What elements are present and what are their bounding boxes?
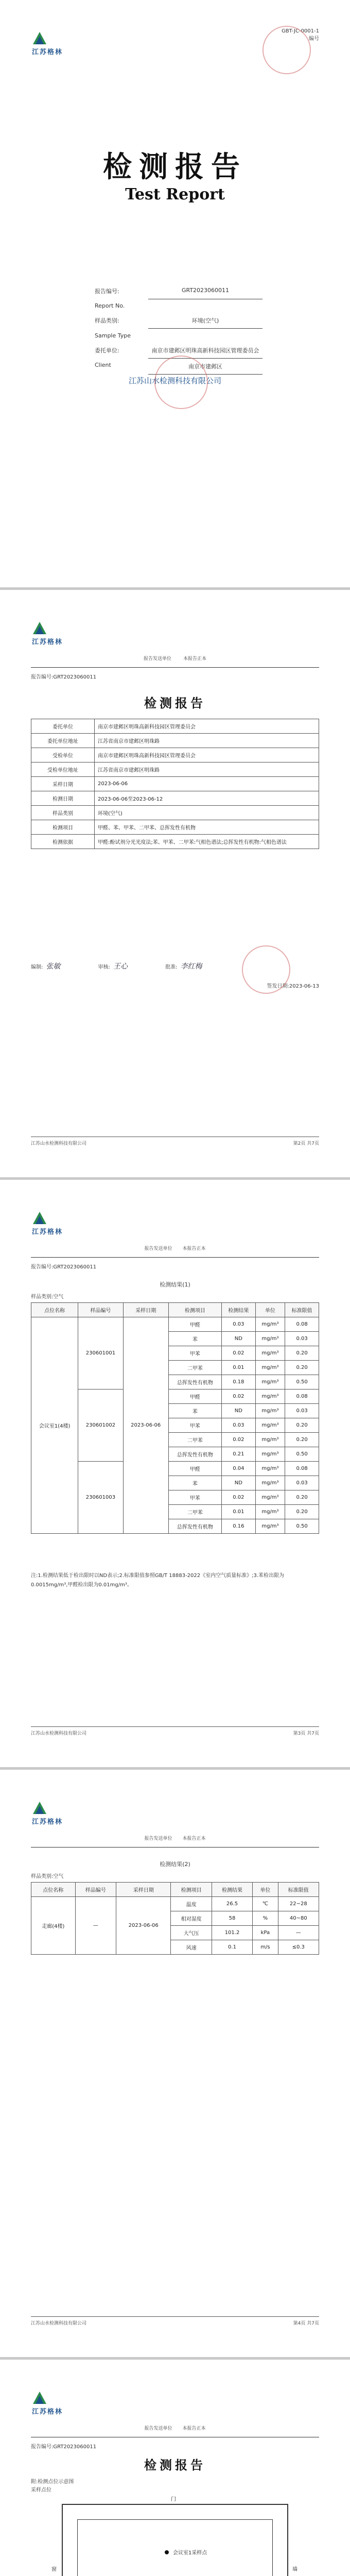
table-row: 相对湿度 58 % 40~80: [31, 1911, 319, 1926]
col-header: 单位: [255, 1303, 285, 1317]
table-row: 总挥发性有机物 0.21 mg/m³ 0.50: [31, 1447, 319, 1462]
seal-stamp-icon: [262, 26, 311, 74]
cover-meta-line1: GBT-JC-0001-1: [282, 28, 319, 34]
editor-signature: 张敏: [46, 962, 61, 971]
seal-stamp-icon: [242, 945, 290, 994]
table-row: 会议室1(4楼) 230601001 2023-06-06 甲醛 0.03 mg/m³ 0.08: [31, 1317, 319, 1332]
diagram-label: 附:检测点位示意图: [31, 2479, 74, 2485]
cover-value: [148, 329, 262, 343]
table-row: 苯 ND mg/m³ 0.03: [31, 1404, 319, 1418]
table-row: 甲苯 0.02 mg/m³ 0.20: [31, 1490, 319, 1505]
col-header: 样品编号: [78, 1303, 123, 1317]
header-rule: [31, 1847, 319, 1848]
row-label: 检测项目: [31, 820, 95, 835]
page-title: 检测报告: [144, 696, 206, 710]
page-head-note: 报告发送单位 本报告正本: [144, 2426, 206, 2431]
row-value: 环境(空气): [95, 806, 319, 820]
logo-text: 江苏格林: [32, 48, 63, 56]
footer-rule: [31, 2316, 319, 2317]
company-logo: [32, 31, 94, 55]
logo-text: 江苏格林: [32, 1228, 63, 1236]
logo-text: 江苏格林: [32, 1818, 63, 1826]
header-rule: [31, 667, 319, 668]
cover-page: [0, 0, 350, 587]
row-value: 江苏省南京市建邺区明珠路: [95, 762, 319, 777]
sample-point-icon: [165, 2550, 169, 2554]
cover-value: 南京市建邺区明珠高新科技园区管理委员会: [148, 343, 262, 359]
cover-label: Sample Type: [95, 332, 131, 339]
report-number: 报告编号:GRT2023060011: [31, 1264, 97, 1270]
logo-mark-icon: [32, 2391, 47, 2405]
row-value: 2023-06-06: [95, 777, 319, 791]
table-row: 走廊(4楼) — 2023-06-06 温度 26.5 ℃ 22~28: [31, 1897, 319, 1911]
report-number: 报告编号:GRT2023060011: [31, 674, 97, 680]
company-logo: [32, 621, 94, 645]
issue-date-row: 签发日期:2023-06-13: [267, 984, 319, 989]
table-row: 总挥发性有机物 0.16 mg/m³ 0.50: [31, 1519, 319, 1534]
col-header: 样品编号: [75, 1883, 116, 1897]
table-row: 230601003 甲醛 0.04 mg/m³ 0.08: [31, 1462, 319, 1476]
diagram-page: [0, 2360, 350, 2576]
page-title: 检测报告: [144, 2458, 206, 2472]
row-label: 受检单位地址: [31, 762, 95, 777]
col-header: 点位名称: [31, 1883, 76, 1897]
company-logo: [32, 2391, 94, 2414]
table-row: 230601002 甲醛 0.02 mg/m³ 0.08: [31, 1389, 319, 1404]
col-header: 标准限值: [278, 1883, 319, 1897]
results-table-2: [31, 1882, 319, 1955]
cover-label: 委托单位:: [95, 347, 119, 354]
seal-stamp-icon: [154, 355, 208, 409]
results-page-1: [0, 1180, 350, 1767]
logo-text: 江苏格林: [32, 638, 63, 646]
sample-point-label: 会议室1采样点: [173, 2550, 207, 2556]
col-header: 检测项目: [171, 1883, 212, 1897]
cover-org: 江苏山水检测科技有限公司: [128, 376, 221, 385]
table-row: 大气压 101.2 kPa —: [31, 1926, 319, 1940]
row-value: 南京市建邺区明珠高新科技园区管理委员会: [95, 719, 319, 734]
wall-label: 墙: [292, 2567, 297, 2572]
cover-subtitle: Test Report: [125, 185, 225, 204]
row-label: 检测日期: [31, 791, 95, 806]
report-number: 报告编号:GRT2023060011: [31, 2444, 97, 2450]
page-head-note: 报告发送单位 本报告正本: [144, 1246, 206, 1251]
door-label: 门: [171, 2497, 176, 2502]
row-label: 采样日期: [31, 777, 95, 791]
cover-title: 检测报告: [103, 150, 247, 184]
cover-value: GRT2023060011: [148, 283, 262, 299]
col-header: 采样日期: [116, 1883, 171, 1897]
head-copy: 本报告正本: [183, 656, 206, 662]
signature-row: 编制: 张敏 审核: 王心 批准: 李红梅: [31, 961, 319, 971]
footer-rule: [31, 1726, 319, 1727]
page-head-note: [0, 655, 350, 662]
row-label: 受检单位: [31, 748, 95, 762]
company-logo: [32, 1801, 94, 1824]
col-header: 标准限值: [285, 1303, 319, 1317]
cover-value: [148, 299, 262, 313]
page-footer: 江苏山水检测科技有限公司 第4页 共7页: [31, 2321, 319, 2326]
logo-text: 江苏格林: [32, 2408, 63, 2416]
reviewer-signature: 王心: [113, 962, 128, 971]
results-page-2: [0, 1770, 350, 2357]
page-footer: 江苏山水检测科技有限公司 第2页 共7页: [31, 1141, 319, 1146]
col-header: 单位: [253, 1883, 278, 1897]
summary-table: [31, 719, 319, 849]
row-label: 样品类别: [31, 806, 95, 820]
row-value: 江苏省南京市建邺区明珠路: [95, 734, 319, 748]
cover-meta-line2: 编号: [309, 36, 319, 42]
row-label: 检测依据: [31, 835, 95, 849]
col-header: 检测结果: [221, 1303, 255, 1317]
row-value: 甲醛:酚试剂分光光度法;苯、甲苯、二甲苯:气相色谱法;总挥发性有机物:气相色谱法: [95, 835, 319, 849]
issue-date: 2023-06-13: [289, 984, 319, 989]
row-label: 委托单位: [31, 719, 95, 734]
table-row: 甲苯 0.03 mg/m³ 0.20: [31, 1418, 319, 1433]
header-rule: [31, 1257, 319, 1258]
col-header: 点位名称: [31, 1303, 78, 1317]
cover-label: 样品类别:: [95, 317, 119, 324]
row-value: 甲醛、苯、甲苯、二甲苯、总挥发性有机物: [95, 820, 319, 835]
diagram-sublabel: 采样点位: [31, 2487, 51, 2493]
cover-label: Report No.: [95, 302, 125, 309]
table-row: 总挥发性有机物 0.18 mg/m³ 0.50: [31, 1375, 319, 1389]
results-table-1: [31, 1302, 319, 1534]
logo-mark-icon: [32, 1211, 47, 1225]
sample-label: 样品类别:空气: [31, 1294, 64, 1300]
logo-mark-icon: [32, 1801, 47, 1815]
table-row: 二甲苯 0.01 mg/m³ 0.20: [31, 1361, 319, 1375]
col-header: 检测结果: [212, 1883, 252, 1897]
cover-value: 环境(空气): [148, 313, 262, 329]
table-row: 甲苯 0.02 mg/m³ 0.20: [31, 1346, 319, 1361]
row-value: 南京市建邺区明珠高新科技园区管理委员会: [95, 748, 319, 762]
cover-label: Client: [95, 362, 111, 368]
row-value: 2023-06-06至2023-06-12: [95, 791, 319, 806]
cover-label: 报告编号:: [95, 288, 119, 295]
window-label: 窗: [51, 2567, 57, 2572]
company-logo: [32, 1211, 94, 1234]
row-label: 委托单位地址: [31, 734, 95, 748]
sample-label: 样品类别:空气: [31, 1874, 64, 1879]
logo-mark-icon: [32, 621, 47, 635]
results-note: 注:1.检测结果低于检出限时以ND表示;2.标准限值参照GB/T 18883-2022《室内空气质量标准》;3.苯检出限为0.0015mg/m³,甲醛检出限为0.01mg/m³。: [31, 1573, 285, 1588]
approver-signature: 李红梅: [180, 962, 202, 971]
summary-page: [0, 590, 350, 1177]
table-row: 二甲苯 0.02 mg/m³ 0.20: [31, 1433, 319, 1447]
page-head-note: 报告发送单位 本报告正本: [144, 1836, 206, 1841]
head-issuer: 报告发送单位: [144, 656, 172, 662]
col-header: 采样日期: [123, 1303, 168, 1317]
table-row: 二甲苯 0.01 mg/m³ 0.20: [31, 1505, 319, 1519]
table-row: 苯 ND mg/m³ 0.03: [31, 1476, 319, 1490]
table-row: 风速 0.1 m/s ≤0.3: [31, 1940, 319, 1955]
page-footer: 江苏山水检测科技有限公司 第3页 共7页: [31, 1731, 319, 1736]
logo-mark-icon: [32, 31, 47, 45]
table-caption: 检测结果(2): [160, 1861, 190, 1868]
cover-value: 南京市建邺区: [148, 358, 262, 374]
table-caption: 检测结果(1): [160, 1281, 190, 1288]
room-inner-outline: [77, 2519, 273, 2576]
col-header: 检测项目: [168, 1303, 221, 1317]
table-row: 苯 ND mg/m³ 0.03: [31, 1332, 319, 1346]
